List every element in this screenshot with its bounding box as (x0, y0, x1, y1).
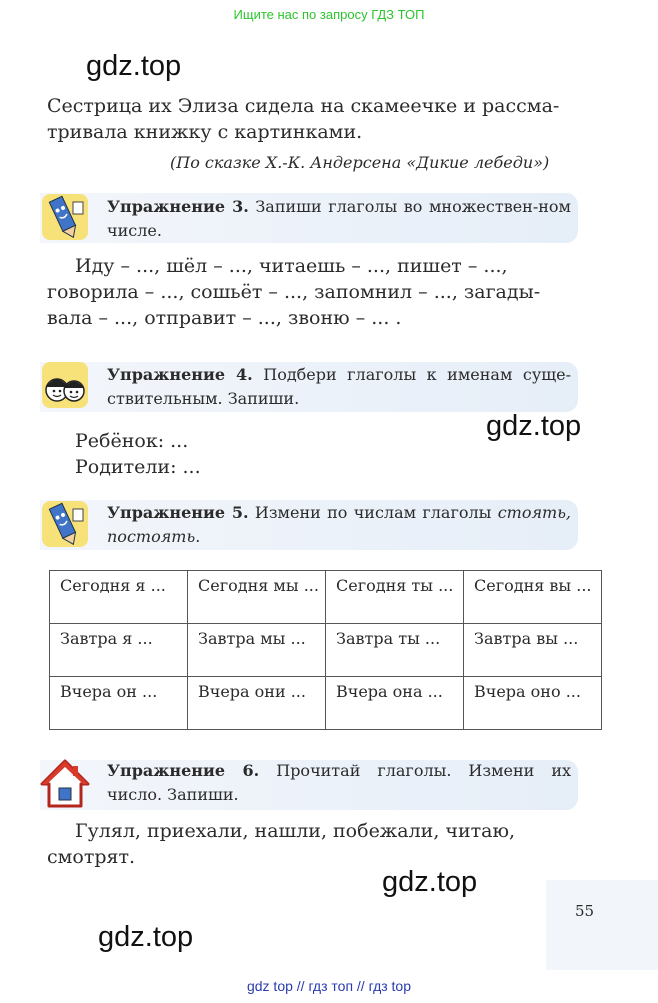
exercise-3-line-3: вала – ..., отправит – ..., звоню – ... . (47, 307, 402, 329)
children-faces-icon (40, 360, 90, 410)
table-cell: Сегодня ты ... (326, 571, 464, 624)
watermark: gdz.top (98, 921, 194, 953)
table-cell: Вчера оно ... (464, 677, 602, 730)
table-cell: Завтра мы ... (188, 624, 326, 677)
exercise-6-line-1: Гулял, приехали, нашли, побежали, читаю, (75, 820, 516, 842)
exercise-5-instruction: Упражнение 5. Измени по числам глаголы стоять, постоять. (107, 503, 572, 546)
exercise-5-title: Упражнение 5. (107, 503, 249, 522)
verb-table (49, 570, 602, 730)
exercise-5-text: Измени по числам глаголы (254, 503, 492, 522)
exercise-4-line-2: Родители: ... (75, 456, 201, 478)
exercise-3-line-2: говорила – ..., сошьёт – ..., запомнил – ..., загады- (47, 281, 541, 303)
watermark: gdz.top (86, 50, 182, 82)
exercise-4-instruction (107, 363, 571, 411)
footer-links: gdz top // гдз топ // гдз top (246, 978, 412, 994)
exercise-3-text: Запиши глаголы во множествен-ном числе. (107, 197, 571, 240)
table-row (50, 624, 602, 677)
table-row (50, 677, 602, 730)
exercise-4-text: Подбери глаголы к именам суще-ствительным. Запиши. (107, 365, 571, 408)
table-cell: Сегодня мы ... (188, 571, 326, 624)
pencil-mascot-icon (40, 499, 90, 549)
top-banner: Ищите нас по запросу ГДЗ ТОП (233, 7, 425, 22)
exercise-6-instruction (107, 759, 571, 807)
table-row (50, 571, 602, 624)
exercise-6-title: Упражнение 6. (107, 761, 260, 780)
exercise-6-text: Прочитай глаголы. Измени их число. Запиши. (107, 761, 572, 804)
exercise-6-line-2: смотрят. (47, 846, 136, 868)
table-cell: Вчера он ... (50, 677, 188, 730)
page-corner-panel (546, 880, 658, 970)
table-cell: Вчера она ... (326, 677, 464, 730)
exercise-3-title: Упражнение 3. (107, 197, 249, 216)
exercise-3-line-1: Иду – ..., шёл – ..., читаешь – ..., пишет – ..., (75, 255, 508, 277)
exercise-5-words: стоять, постоять (107, 503, 572, 546)
intro-line-2: тривала книжку с картинками. (47, 121, 363, 143)
watermark: gdz.top (382, 866, 478, 898)
table-cell: Вчера они ... (188, 677, 326, 730)
watermark: gdz.top (486, 410, 582, 442)
table-cell: Завтра ты ... (326, 624, 464, 677)
source-citation: (По сказке Х.-К. Андерсена «Дикие лебеди») (170, 153, 550, 172)
exercise-4-title: Упражнение 4. (107, 365, 253, 384)
exercise-3-instruction (107, 195, 571, 243)
page-number: 55 (575, 902, 595, 920)
table-cell: Завтра я ... (50, 624, 188, 677)
house-icon (40, 758, 90, 808)
table-cell: Сегодня я ... (50, 571, 188, 624)
table-cell: Завтра вы ... (464, 624, 602, 677)
table-cell: Сегодня вы ... (464, 571, 602, 624)
exercise-4-line-1: Ребёнок: ... (75, 430, 189, 452)
intro-line-1: Сестрица их Элиза сидела на скамеечке и рассма- (47, 95, 560, 117)
pencil-mascot-icon (40, 192, 90, 242)
